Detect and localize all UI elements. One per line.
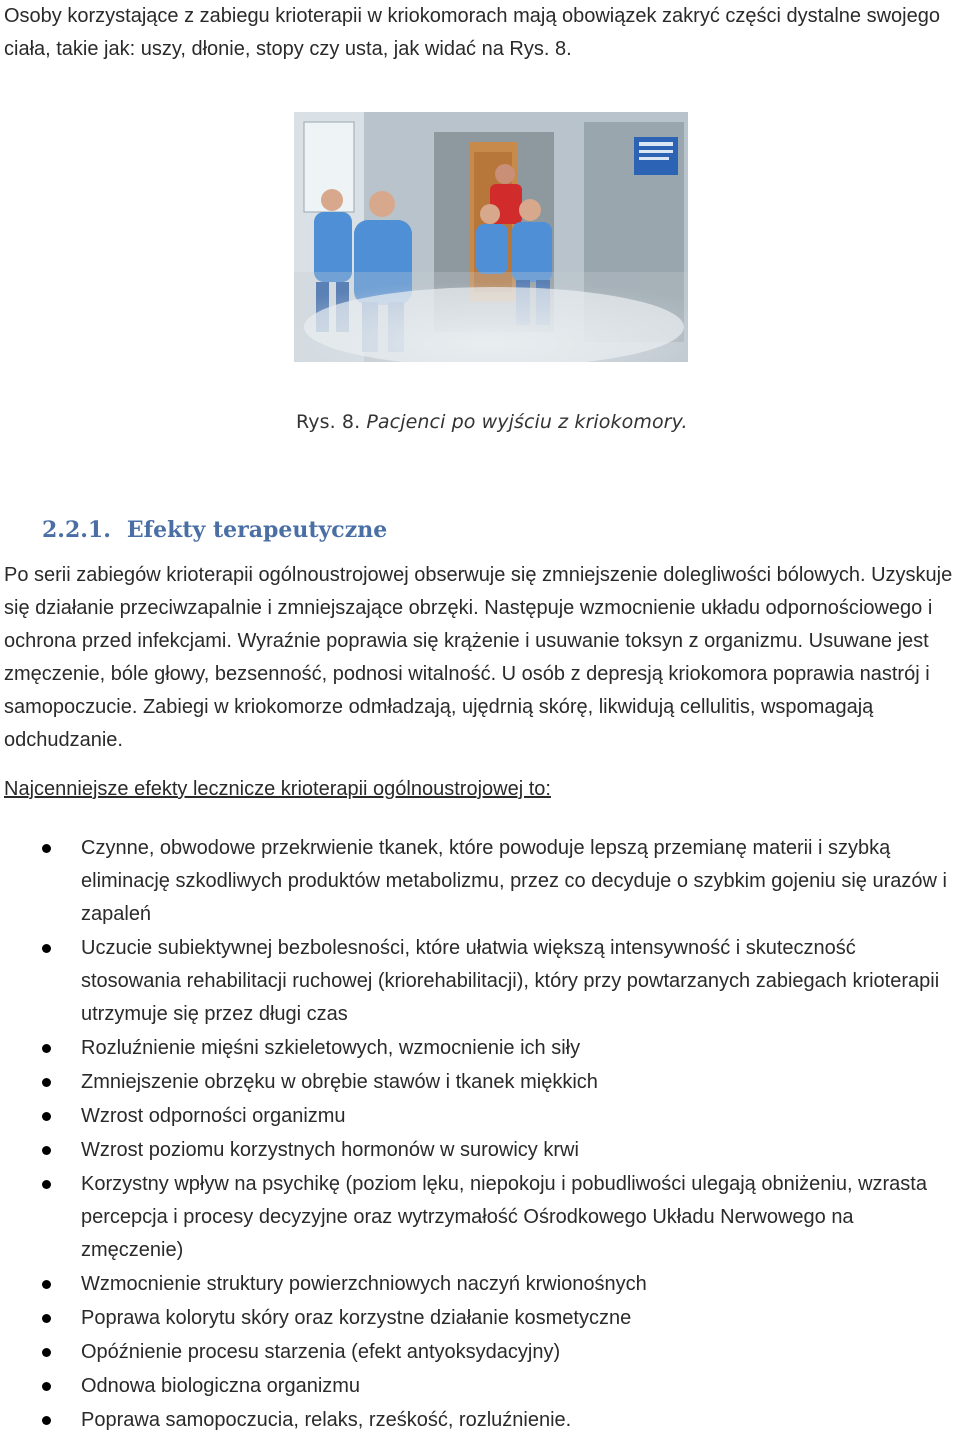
- bullet-icon: [42, 1146, 51, 1155]
- list-item: [0, 1336, 960, 1369]
- list-item: [0, 1404, 960, 1437]
- intro-paragraph: Osoby korzystające z zabiegu krioterapii w kriokomorach mają obowiązek zakryć części dystalne swojego ciała, takie jak: uszy, dłonie, stopy czy usta, jak widać na Rys. 8.: [4, 5, 940, 60]
- list-item-text: Wzrost poziomu korzystnych hormonów w surowicy krwi: [81, 1139, 579, 1161]
- bullet-icon: [42, 1112, 51, 1121]
- effects-subheading: Najcenniejsze efekty lecznicze krioterapii ogólnoustrojowej to:: [4, 778, 551, 800]
- list-item: [0, 1268, 960, 1301]
- list-item-text: Czynne, obwodowe przekrwienie tkanek, które powoduje lepszą przemianę materii i szybką eliminację szkodliwych produktów metabolizmu, przez co decyduje o szybkim gojeniu się urazów i zapaleń: [81, 837, 947, 925]
- cryochamber-photo-illustration: [294, 112, 688, 362]
- bullet-icon: [42, 1314, 51, 1323]
- figure-caption: [296, 411, 688, 433]
- list-item-text: Opóźnienie procesu starzenia (efekt antyoksydacyjny): [81, 1341, 561, 1363]
- bullet-icon: [42, 1348, 51, 1357]
- bullet-icon: [42, 1382, 51, 1391]
- list-item-text: Wzrost odporności organizmu: [81, 1105, 346, 1127]
- list-item-text: Poprawa kolorytu skóry oraz korzystne działanie kosmetyczne: [81, 1307, 632, 1329]
- list-item-text: Poprawa samopoczucia, relaks, rześkość, rozluźnienie.: [81, 1409, 572, 1431]
- section-number: 2.2.1.: [42, 517, 111, 543]
- bullet-icon: [42, 1280, 51, 1289]
- list-item: [0, 1100, 960, 1133]
- bullet-icon: [42, 1044, 51, 1053]
- section-title: Efekty terapeutyczne: [126, 517, 388, 543]
- list-item: [0, 1302, 960, 1335]
- section-heading: [42, 517, 387, 543]
- list-item: [0, 1066, 960, 1099]
- bullet-icon: [42, 1180, 51, 1189]
- effects-list: [0, 832, 960, 1438]
- list-item: [0, 832, 960, 931]
- cryochamber-photo: [294, 112, 688, 362]
- list-item-text: Odnowa biologiczna organizmu: [81, 1375, 361, 1397]
- effects-paragraph: Po serii zabiegów krioterapii ogólnoustrojowej obserwuje się zmniejszenie dolegliwości bólowych. Uzyskuje się działanie przeciwzapalnie i zmniejszające obrzęki. Następuje wzmocnienie układu odpornościowego i ochrona przed infekcjami. Wyraźnie poprawia się krążenie i usuwanie toksyn z organizmu. Usuwane jest zmęczenie, bóle głowy, bezsenność, podnosi witalność. U osób z depresją kriokomora poprawia nastrój i samopoczucie. Zabiegi w kriokomorze odmładzają, ujędrnią skórę, likwidują cellulitis, wspomagają odchudzanie.: [4, 564, 953, 751]
- list-item-text: Uczucie subiektywnej bezbolesności, które ułatwia większą intensywność i skuteczność stosowania rehabilitacji ruchowej (kriorehabilitacji), który przy powtarzanych zabiegach krioterapii utrzymuje się przez długi czas: [81, 937, 940, 1025]
- list-item: [0, 1032, 960, 1065]
- list-item-text: Zmniejszenie obrzęku w obrębie stawów i tkanek miękkich: [81, 1071, 598, 1093]
- list-item-text: Rozluźnienie mięśni szkieletowych, wzmocnienie ich siły: [81, 1037, 581, 1059]
- list-item: [0, 932, 960, 1031]
- figure-caption-text: Pacjenci po wyjściu z kriokomory.: [366, 411, 688, 433]
- bullet-icon: [42, 1078, 51, 1087]
- figure-caption-prefix: Rys. 8.: [296, 411, 361, 433]
- list-item: [0, 1168, 960, 1267]
- list-item-text: Korzystny wpływ na psychikę (poziom lęku, niepokoju i pobudliwości ulegają obniżeniu, wzrasta percepcja i procesy decyzyjne oraz wytrzymałość Ośrodkowego Układu Nerwowego na zmęczenie): [81, 1173, 927, 1261]
- list-item: [0, 1370, 960, 1403]
- bullet-icon: [42, 944, 51, 953]
- bullet-icon: [42, 1416, 51, 1425]
- bullet-icon: [42, 844, 51, 853]
- list-item: [0, 1134, 960, 1167]
- list-item-text: Wzmocnienie struktury powierzchniowych naczyń krwionośnych: [81, 1273, 647, 1295]
